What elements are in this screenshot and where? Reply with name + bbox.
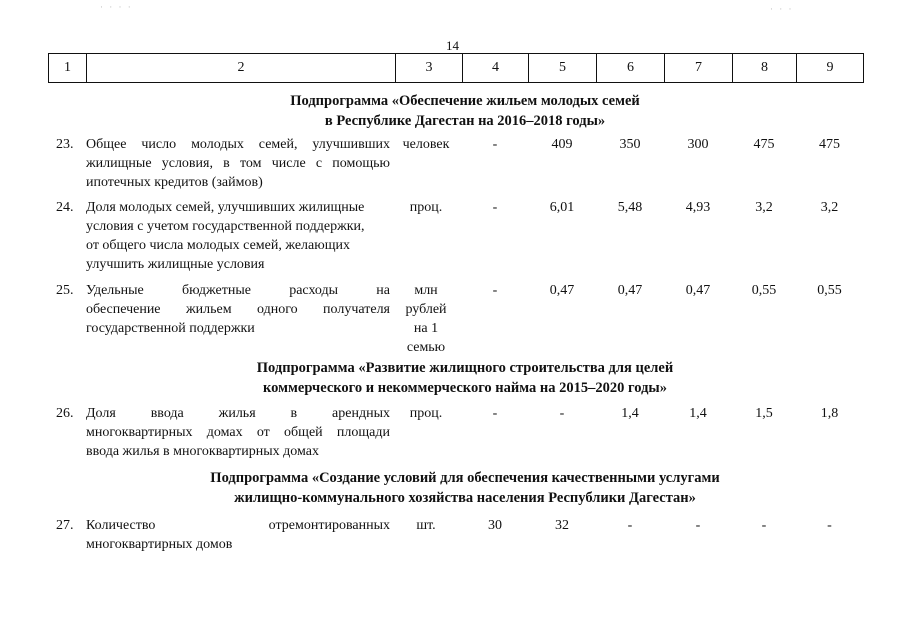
indicator-name bbox=[86, 198, 390, 274]
value-cell: 0,47 bbox=[549, 283, 575, 298]
value-cell: 1,8 bbox=[820, 406, 839, 421]
page-number: 14 bbox=[446, 38, 459, 53]
subprogram-title-line: Подпрограмма «Развитие жилищного строительства для целей bbox=[256, 360, 674, 376]
subprogram-title-line: Подпрограмма «Создание условий для обеспечения качественными услугами bbox=[210, 470, 720, 486]
value-cell: 0,47 bbox=[617, 283, 643, 298]
value-cell: 3,2 bbox=[755, 200, 773, 215]
unit-line: проц. bbox=[409, 406, 443, 421]
value-cell: 475 bbox=[753, 137, 775, 152]
row-number: 24. bbox=[56, 200, 74, 215]
unit-line: проц. bbox=[409, 200, 443, 215]
subprogram-title-line: Подпрограмма «Обеспечение жильем молодых семей bbox=[290, 93, 640, 109]
value-cell: - bbox=[695, 518, 701, 533]
header-col-2: 2 bbox=[87, 54, 396, 83]
unit-of-measure bbox=[395, 135, 457, 154]
header-col-5: 5 bbox=[529, 54, 597, 83]
indicator-name-line: ввода жилья в многоквартирных домах bbox=[86, 444, 319, 459]
value-cell: 3,2 bbox=[820, 200, 839, 215]
row-number: 23. bbox=[56, 137, 74, 152]
unit-line: семью bbox=[406, 340, 446, 355]
value-cell: 32 bbox=[555, 518, 569, 533]
scan-noise: · · · · bbox=[100, 2, 133, 12]
value-cell: - bbox=[492, 137, 498, 152]
header-col-6: 6 bbox=[597, 54, 665, 83]
value-cell: 350 bbox=[619, 137, 641, 152]
indicator-name-line: от общего числа молодых семей, желающих bbox=[86, 238, 350, 253]
value-cell: 1,4 bbox=[621, 406, 639, 421]
indicator-name-line: Удельные бюджетные расходы на bbox=[86, 283, 390, 298]
value-cell: 6,01 bbox=[549, 200, 575, 215]
value-cell: 5,48 bbox=[617, 200, 643, 215]
header-col-4: 4 bbox=[463, 54, 529, 83]
indicator-name-line: Доля молодых семей, улучшивших жилищные bbox=[86, 200, 365, 215]
indicator-name-line: условия с учетом государственной поддержки, bbox=[86, 219, 365, 234]
subprogram-heading bbox=[0, 91, 905, 131]
indicator-name-line: улучшить жилищные условия bbox=[86, 257, 265, 272]
value-cell: - bbox=[492, 283, 498, 298]
value-cell: 30 bbox=[488, 518, 502, 533]
indicator-name-line: обеспечение жильем одного получателя bbox=[86, 302, 390, 317]
value-cell: - bbox=[627, 518, 633, 533]
unit-of-measure bbox=[395, 404, 457, 423]
row-number: 26. bbox=[56, 406, 74, 421]
row-number: 25. bbox=[56, 283, 74, 298]
subprogram-heading bbox=[0, 468, 905, 508]
value-cell: 0,47 bbox=[685, 283, 711, 298]
value-cell: 0,55 bbox=[751, 283, 777, 298]
value-cell: 300 bbox=[687, 137, 709, 152]
value-cell: - bbox=[559, 406, 565, 421]
unit-of-measure bbox=[395, 198, 457, 217]
unit-line: человек bbox=[402, 137, 450, 152]
subprogram-title-line: коммерческого и некоммерческого найма на 2015–2020 годы» bbox=[263, 380, 667, 396]
indicator-name-line: многоквартирных домов bbox=[86, 537, 233, 552]
indicator-name-line: ипотечных кредитов (займов) bbox=[86, 175, 263, 190]
unit-line: шт. bbox=[416, 518, 436, 533]
value-cell: 4,93 bbox=[685, 200, 711, 215]
header-col-3: 3 bbox=[396, 54, 463, 83]
indicator-name-line: государственной поддержки bbox=[86, 321, 255, 336]
indicator-name-line: Количество отремонтированных bbox=[86, 518, 390, 533]
indicator-name bbox=[86, 516, 390, 554]
indicator-name-line: жилищные условия, в том числе с помощью bbox=[86, 156, 390, 171]
header-col-1: 1 bbox=[49, 54, 87, 83]
unit-line: млн bbox=[414, 283, 438, 298]
header-col-7: 7 bbox=[665, 54, 733, 83]
indicator-name-line: Доля ввода жилья в арендных bbox=[86, 406, 390, 421]
value-cell: 1,5 bbox=[755, 406, 773, 421]
value-cell: - bbox=[761, 518, 767, 533]
unit-of-measure bbox=[395, 281, 457, 357]
indicator-name bbox=[86, 404, 390, 461]
value-cell: - bbox=[827, 518, 832, 533]
indicator-name bbox=[86, 135, 390, 192]
unit-line: на 1 bbox=[413, 321, 439, 336]
row-number: 27. bbox=[56, 518, 74, 533]
value-cell: - bbox=[492, 406, 498, 421]
value-cell: 475 bbox=[819, 137, 840, 152]
indicator-name bbox=[86, 281, 390, 338]
subprogram-title-line: в Республике Дагестан на 2016–2018 годы» bbox=[324, 113, 606, 129]
header-col-8: 8 bbox=[733, 54, 797, 83]
unit-line: рублей bbox=[405, 302, 447, 317]
indicator-name-line: многоквартирных домах от общей площади bbox=[86, 425, 390, 440]
unit-of-measure bbox=[395, 516, 457, 535]
subprogram-heading bbox=[0, 358, 905, 398]
indicator-name-line: Общее число молодых семей, улучшивших bbox=[86, 137, 390, 152]
value-cell: - bbox=[492, 200, 498, 215]
subprogram-title-line: жилищно-коммунального хозяйства населения Республики Дагестан» bbox=[234, 490, 696, 506]
column-number-header bbox=[48, 53, 864, 83]
value-cell: 0,55 bbox=[817, 283, 842, 298]
value-cell: 1,4 bbox=[689, 406, 707, 421]
scan-noise: · · · bbox=[770, 4, 794, 14]
value-cell: 409 bbox=[551, 137, 573, 152]
header-col-9: 9 bbox=[797, 54, 864, 83]
